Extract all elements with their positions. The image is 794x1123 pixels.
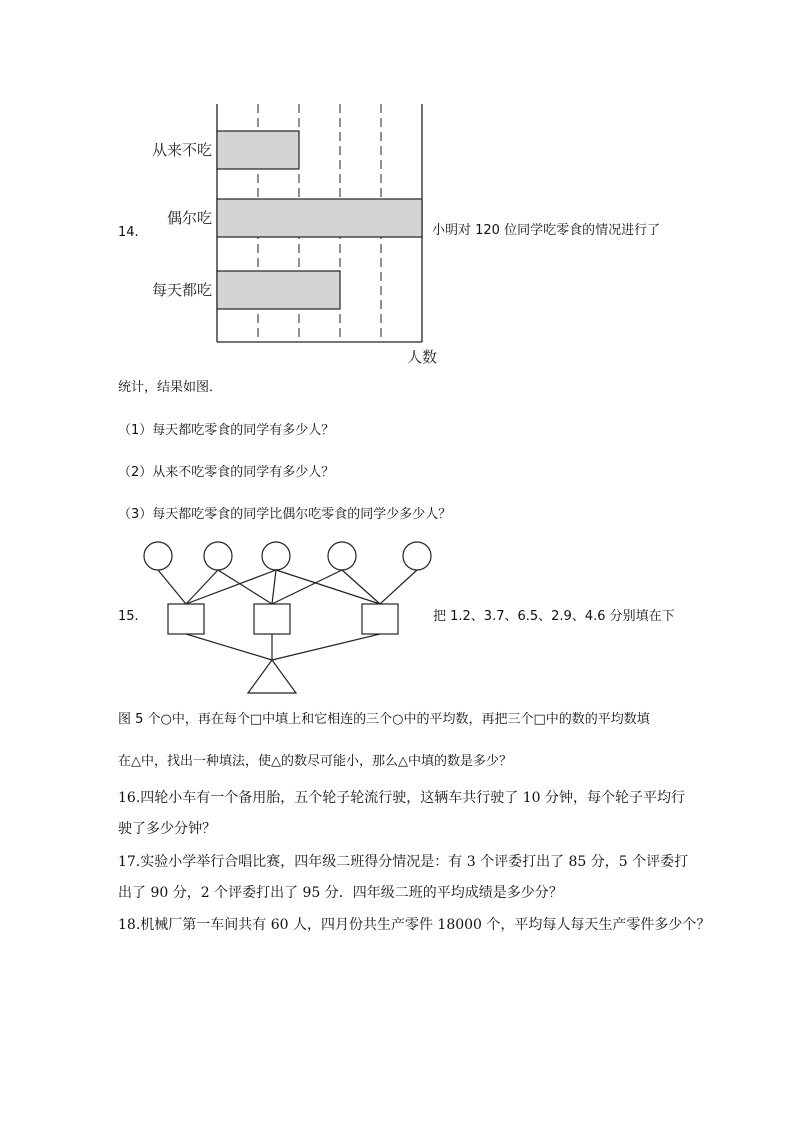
bar-1 [217, 131, 299, 169]
blank-circle [144, 542, 172, 570]
q15-tree-diagram [140, 538, 440, 698]
category-label: 偶尔吃 [166, 209, 212, 227]
connector-line [186, 570, 276, 604]
q15-text-line-3: 在△中，找出一种填法，使△的数尽可能小，那么△中填的数是多少？ [118, 754, 512, 769]
category-label: 每天都吃 [151, 281, 212, 299]
connector-line [276, 570, 380, 604]
blank-triangle [248, 660, 296, 693]
q14-text-continued: 统计，结果如图． [118, 380, 223, 395]
connector-line [272, 570, 342, 604]
q14-sub-question-1: （1）每天都吃零食的同学有多少人？ [118, 423, 335, 438]
connector-line [342, 570, 380, 604]
q15-text-line-2: 图 5 个○中，再在每个□中填上和它相连的三个○中的平均数，再把三个□中的数的平均数填 [118, 712, 650, 727]
connector-line [158, 570, 186, 604]
q14-number: 14. [118, 225, 139, 240]
x-axis-label: 人数 [406, 348, 438, 366]
q14-bar-chart [151, 100, 438, 366]
q14-text-right: 小明对 120 位同学吃零食的情况进行了 [432, 223, 661, 238]
bar-3 [217, 271, 340, 309]
blank-circle [403, 542, 431, 570]
blank-square [362, 604, 398, 634]
category-label: 从来不吃 [151, 141, 212, 159]
connector-line [272, 634, 380, 660]
blank-square [168, 604, 204, 634]
q16-line-1: 16.四轮小车有一个备用胎，五个轮子轮流行驶，这辆车共行驶了 10 分钟，每个轮子平均行 [118, 790, 685, 806]
q14-sub-question-2: （2）从来不吃零食的同学有多少人？ [118, 465, 335, 480]
q15-text-right: 把 1.2、3.7、6.5、2.9、4.6 分别填在下 [433, 609, 675, 624]
connector-line [272, 570, 276, 604]
q17-line-1: 17.实验小学举行合唱比赛，四年级二班得分情况是：有 3 个评委打出了 85 分，5 个评委打 [118, 854, 689, 870]
blank-square [254, 604, 290, 634]
q14-sub-question-3: （3）每天都吃零食的同学比偶尔吃零食的同学少多少人？ [118, 507, 452, 522]
q18-line-1: 18.机械厂第一车间共有 60 人，四月份共生产零件 18000 个，平均每人每天生产零件多少个？ [118, 917, 711, 933]
connector-line [186, 634, 272, 660]
q17-line-2: 出了 90 分，2 个评委打出了 95 分．四年级二班的平均成绩是多少分？ [118, 885, 563, 901]
q16-line-2: 驶了多少分钟？ [118, 821, 216, 837]
bar-2 [217, 199, 422, 237]
q15-number: 15. [118, 609, 139, 624]
blank-circle [328, 542, 356, 570]
connector-line [186, 570, 218, 604]
blank-circle [204, 542, 232, 570]
blank-circle [262, 542, 290, 570]
connector-line [380, 570, 417, 604]
